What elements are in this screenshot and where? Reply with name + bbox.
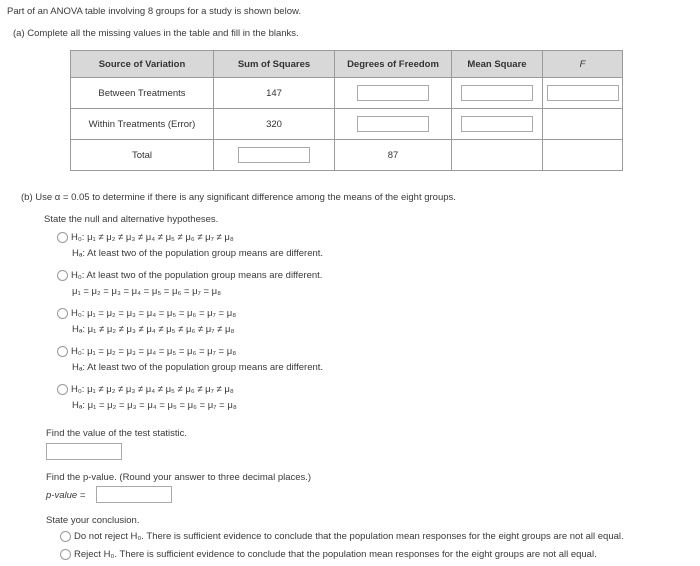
header-f: F bbox=[543, 51, 623, 78]
option-3-h0: H₀: μ₁ = μ₂ = μ₃ = μ₄ = μ₅ = μ₆ = μ₇ = μ₈ bbox=[71, 308, 237, 320]
option-3-ha: Hₐ: μ₁ ≠ μ₂ ≠ μ₃ ≠ μ₄ ≠ μ₅ ≠ μ₆ ≠ μ₇ ≠ μ₈ bbox=[72, 324, 235, 335]
conclusion-option-2[interactable] bbox=[60, 549, 597, 560]
option-2-h0: H₀: At least two of the population group means are different. bbox=[71, 270, 323, 282]
row-total-df: 87 bbox=[335, 140, 452, 171]
table-row bbox=[71, 109, 623, 140]
pvalue-label: p-value = bbox=[46, 490, 86, 501]
radio-conclusion-2[interactable] bbox=[60, 549, 71, 560]
option-5-ha: Hₐ: μ₁ = μ₂ = μ₃ = μ₄ = μ₅ = μ₆ = μ₇ = μ₈ bbox=[72, 400, 237, 411]
option-4-h0: H₀: μ₁ = μ₂ = μ₃ = μ₄ = μ₅ = μ₆ = μ₇ = μ₈ bbox=[71, 346, 237, 358]
conclusion-option-1[interactable] bbox=[60, 531, 624, 542]
radio-conclusion-1[interactable] bbox=[60, 531, 71, 542]
within-f-cell bbox=[543, 109, 623, 140]
within-df-input[interactable] bbox=[357, 116, 429, 132]
header-source: Source of Variation bbox=[71, 51, 214, 78]
intro-text: Part of an ANOVA table involving 8 groups for a study is shown below. bbox=[7, 6, 301, 17]
option-4-ha: Hₐ: At least two of the population group means are different. bbox=[72, 362, 324, 373]
part-a-instruction: (a) Complete all the missing values in the table and fill in the blanks. bbox=[13, 28, 299, 39]
test-stat-prompt: Find the value of the test statistic. bbox=[46, 428, 187, 439]
pvalue-input[interactable] bbox=[96, 486, 172, 503]
table-header-row bbox=[71, 51, 623, 78]
option-1-ha: Hₐ: At least two of the population group means are different. bbox=[72, 248, 324, 259]
header-df: Degrees of Freedom bbox=[335, 51, 452, 78]
pvalue-prompt: Find the p-value. (Round your answer to three decimal places.) bbox=[46, 472, 312, 483]
total-f-cell bbox=[543, 140, 623, 171]
option-1-h0: H₀: μ₁ ≠ μ₂ ≠ μ₃ ≠ μ₄ ≠ μ₅ ≠ μ₆ ≠ μ₇ ≠ μ₈ bbox=[71, 232, 234, 244]
radio-option-5[interactable] bbox=[57, 384, 68, 395]
header-ms: Mean Square bbox=[452, 51, 543, 78]
header-ss: Sum of Squares bbox=[214, 51, 335, 78]
option-5-h0: H₀: μ₁ ≠ μ₂ ≠ μ₃ ≠ μ₄ ≠ μ₅ ≠ μ₆ ≠ μ₇ ≠ μ₈ bbox=[71, 384, 234, 396]
table-row bbox=[71, 78, 623, 109]
conclusion-1-text: Do not reject H₀. There is sufficient evidence to conclude that the population mean responses for the eight groups are not all equal. bbox=[74, 531, 624, 543]
hypothesis-option-2[interactable] bbox=[57, 270, 322, 281]
option-2-ha: μ₁ = μ₂ = μ₃ = μ₄ = μ₅ = μ₆ = μ₇ = μ₈ bbox=[72, 286, 222, 297]
between-ms-input[interactable] bbox=[461, 85, 533, 101]
anova-table bbox=[70, 50, 623, 171]
table-row bbox=[71, 140, 623, 171]
within-ms-input[interactable] bbox=[461, 116, 533, 132]
between-df-input[interactable] bbox=[357, 85, 429, 101]
conclusion-prompt: State your conclusion. bbox=[46, 515, 140, 526]
row-total-source: Total bbox=[71, 140, 214, 171]
hypothesis-option-4[interactable] bbox=[57, 346, 236, 357]
between-f-input[interactable] bbox=[547, 85, 619, 101]
radio-option-2[interactable] bbox=[57, 270, 68, 281]
total-ss-input[interactable] bbox=[238, 147, 310, 163]
radio-option-3[interactable] bbox=[57, 308, 68, 319]
conclusion-2-text: Reject H₀. There is sufficient evidence to conclude that the population mean responses for the eight groups are not all equal. bbox=[74, 549, 597, 561]
radio-option-1[interactable] bbox=[57, 232, 68, 243]
test-stat-input[interactable] bbox=[46, 443, 122, 460]
hypothesis-option-3[interactable] bbox=[57, 308, 236, 319]
part-b-instruction: (b) Use α = 0.05 to determine if there is any significant difference among the means of the eight groups. bbox=[21, 192, 456, 203]
hypothesis-option-1[interactable] bbox=[57, 232, 234, 243]
total-ms-cell bbox=[452, 140, 543, 171]
radio-option-4[interactable] bbox=[57, 346, 68, 357]
hypothesis-option-5[interactable] bbox=[57, 384, 234, 395]
row-within-source: Within Treatments (Error) bbox=[71, 109, 214, 140]
row-between-ss: 147 bbox=[214, 78, 335, 109]
hypothesis-prompt: State the null and alternative hypotheses. bbox=[44, 214, 219, 225]
row-within-ss: 320 bbox=[214, 109, 335, 140]
row-between-source: Between Treatments bbox=[71, 78, 214, 109]
